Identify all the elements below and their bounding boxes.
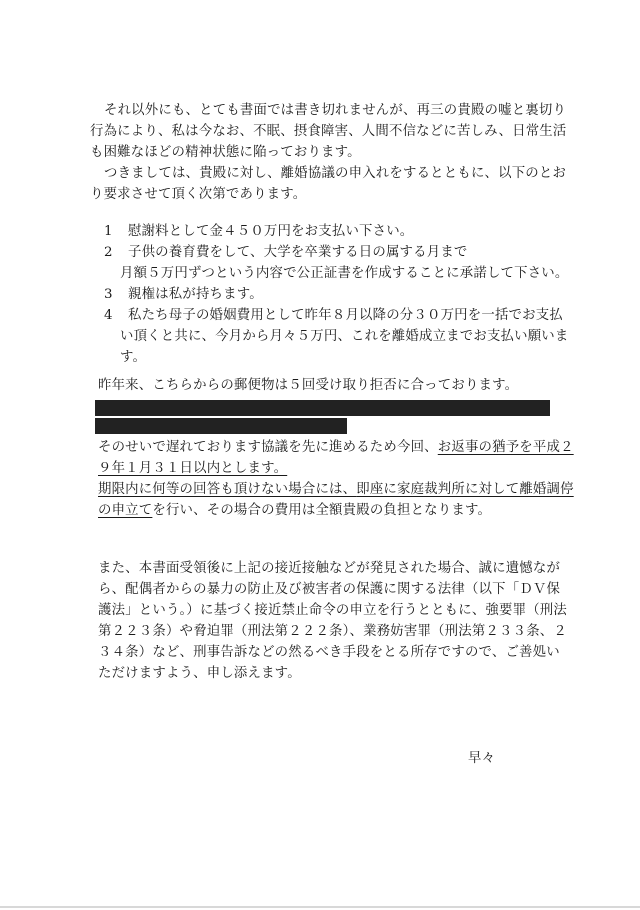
demand-4-continuation-2: す。 [120,350,147,365]
paragraph3-line4-underlined-b: 即座に家庭裁判所に対して離婚調停 [356,482,574,497]
demand-2-continuation: 月額５万円ずつという内容で公正証書を作成することに承諾して下さい。 [120,266,569,281]
demand-1-text: 慰謝料として金４５０万円をお支払い下さい。 [128,224,414,239]
paragraph3-line4-underlined-a: 期限内に何等の回答も頂けない場合には、 [98,482,357,497]
demand-1-number: 1 [104,224,113,239]
paragraph1-line2: 行為により、私は今なお、不眠、摂食障害、人間不信などに苦しみ、日常生活 [90,124,567,139]
paragraph3-line4 [98,482,574,498]
demand-2-number: 2 [104,245,113,260]
closing-word: 早々 [468,751,496,766]
paragraph4-line2: ら、配偶者からの暴力の防止及び被害者の保護に関する法律（以下「ＤＶ保 [98,582,561,597]
demand-3-text: 親権は私が持ちます。 [128,287,263,302]
paragraph3-line5-underlined: の申立て [98,503,153,518]
paragraph1-line1: それ以外にも、とても書面では書き切れませんが、再三の貴殿の嘘と裏切り [104,103,567,118]
paragraph3-line2-plain: そのせいで遅れております協議を先に進めるため今回、 [98,440,438,455]
paragraph4-line3: 護法」という。）に基づく接近禁止命令の申立を行うとともに、強要罪（刑法 [98,603,567,618]
paragraph2-line2: り要求させて頂く次第であります。 [90,187,307,202]
paragraph1-line3: も困難なほどの精神状態に陥っております。 [90,145,361,160]
paragraph3-line1: 昨年来、こちらからの郵便物は５回受け取り拒否に合っております。 [98,378,519,393]
paragraph3-line5 [98,503,491,519]
demand-4-text: 私たち母子の婚姻費用として昨年８月以降の分３０万円を一括でお支払 [128,308,563,323]
paragraph3-line2 [98,440,574,456]
demand-4-continuation-1: い頂くと共に、今月から月々５万円、これを離婚成立までお支払い願いま [120,329,569,344]
paragraph3-line3: ９年１月３１日以内とします。 [98,461,288,476]
paragraph2-line1: つきましては、貴殿に対し、離婚協議の申入れをするとともに、以下のとお [104,166,567,181]
redaction-bar-1 [95,400,550,416]
redaction-bar-2 [95,418,347,434]
paragraph4-line6: ただけますよう、申し添えます。 [98,666,301,681]
paragraph4-line5: ３４条）など、刑事告訴などの然るべき手段をとる所存ですので、ご善処い [98,645,560,660]
demand-3-number: 3 [104,287,113,302]
paragraph3-line2-underlined: お返事の猶予を平成２ [437,440,574,455]
demand-2-text: 子供の養育費をして、大学を卒業する日の属する月まで [128,245,468,260]
demand-4-number: 4 [104,308,113,323]
paragraph4-line4: 第２２３条）や脅迫罪（刑法第２２２条）、業務妨害罪（刑法第２３３条、２ [98,624,567,639]
paragraph3-line5-plain: を行い、その場合の費用は全額貴殿の負担となります。 [152,503,492,518]
paragraph4-line1: また、本書面受領後に上記の接近接触などが発見された場合、誠に遺憾なが [98,561,561,576]
scan-bottom-edge [0,906,640,908]
